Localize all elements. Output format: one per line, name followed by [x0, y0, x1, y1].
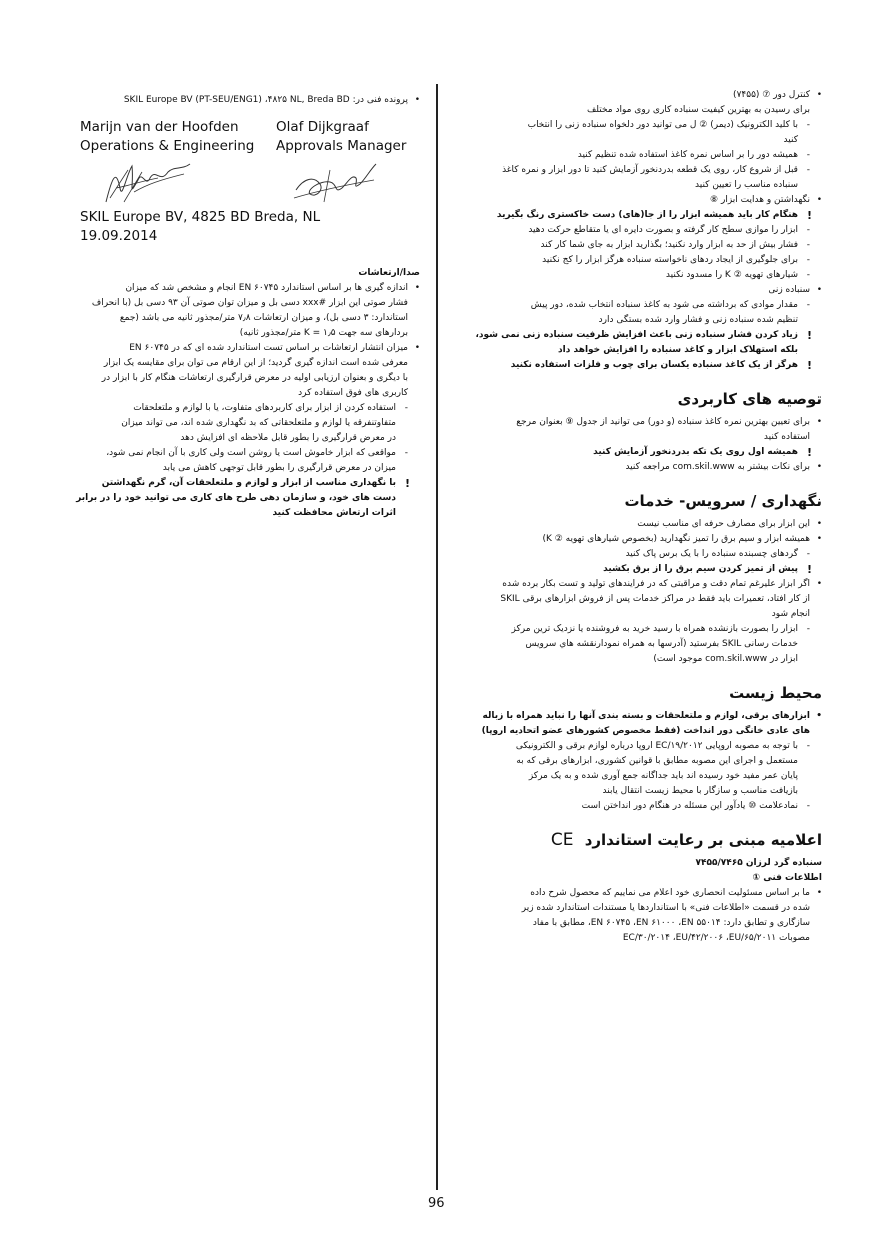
declaration-text: • ما بر اساس مسئولیت انحصاری خود اعلام می نماییم که محصول شرح داده [450, 886, 822, 901]
company-block [80, 208, 320, 246]
usage-item: • برای تعیین بهترین نمره کاغذ سنباده (و دور) می توانید از جدول ⑨ بعنوان مرجع [450, 415, 822, 430]
sanding-warning-cont: بلکه استهلاک ابزار و کاغذ سنباده را افزایش خواهد داد [558, 345, 798, 355]
declaration-text-cont: شده در قسمت «اطلاعات فنی» با استانداردها یا مستندات استاندارد شده زیر [521, 903, 810, 913]
environment-item-cont: های عادی خانگی دور انداخت (فقط مخصوص کشورهای عضو اتحادیه اروپا) [481, 726, 810, 736]
signer-1-title: Operations & Engineering [80, 138, 255, 154]
declaration-tech: اطلاعات فنی ① [752, 873, 822, 883]
maintenance-dash: - گردهای چسبنده سنباده را با یک برس پاک کنید [450, 547, 822, 562]
noise-item: • اندازه گیری ها بر اساس استاندارد EN ۶۰۷۴۵ انجام و مشخص شد که میزان [52, 281, 420, 296]
column-divider [436, 84, 438, 1190]
signature-2-icon [290, 160, 380, 206]
signature-1-icon [98, 158, 198, 208]
noise-section [52, 266, 420, 521]
holding-title: • نگهداشتن و هدایت ابزار ⑧ [450, 193, 822, 208]
tech-file-line [52, 93, 420, 108]
environment-dash-cont: مستعمل و اجرای این مصوبه مطابق با قوانین کشوری، ابزارهای برقی که به [516, 756, 798, 766]
speed-title: • کنترل دور ⑦ (۷۴۵۵) [450, 88, 822, 103]
noise-warning: ! با نگهداری مناسب از ابزار و لوازم و ملتعلحقات آن، گرم نگهداشتن [52, 476, 420, 491]
company-address: SKIL Europe BV, 4825 BD Breda, NL [80, 209, 321, 225]
noise-dash-cont: متفاوتنفرقه یا لوازم و ملتعلحقاتی که بد نگهداری شده اند، می تواند میزان [121, 418, 396, 428]
environment-dash: - با توجه به مصوبه اروپایی EC/۱۹/۲۰۱۲ اروپا درباره لوازم برقی و الکترونیکی [450, 739, 822, 754]
maintenance-dash-cont: ابزار در com.skil.www موجود است) [653, 654, 798, 664]
sanding-title: • سنباده زنی [450, 283, 822, 298]
noise-item-cont: فشار صوتی این ابزار #xxx دسی بل و میزان توان صوتی آن ۹۳ دسی بل (با انحراف [91, 298, 408, 308]
right-column [450, 88, 822, 946]
usage-warning: ! همیشه اول روی یک تکه بدردنخور آزمایش کنید [450, 445, 822, 460]
signer-1-name: Marijn van der Hoofden [80, 119, 239, 135]
maintenance-warning: ! پیش از تمیز کردن سیم برق را از برق بکشید [450, 562, 822, 577]
speed-intro: برای رسیدن به بهترین کیفیت سنباده کاری روی مواد مختلف [586, 105, 810, 115]
noise-dash-cont: میزان در معرض قرارگیری را بطور قابل توجهی کاهش می یابد [162, 463, 396, 473]
noise-item-cont: معرفی شده است اندازه گیری گردید؛ از این ارقام می توان برای مقایسه یک ابزار [103, 358, 408, 368]
page-number: 96 [428, 1196, 445, 1211]
speed-item: - همیشه دور را بر اساس نمره کاغذ استفاده شده تنظیم کنید [450, 148, 822, 163]
sanding-warning: ! زیاد کردن فشار سنباده زنی باعث افزایش ظرفیت سنباده زنی نمی شود، [450, 328, 822, 343]
declaration-text-cont: سازگاری و تطابق دارد: EN ۶۰۷۴۵ ،EN ۶۱۰۰۰ ،EN ۵۵۰۱۴، مطابق با مفاد [532, 918, 810, 928]
declaration-text-cont: مصوبات EC/۳۰/۲۰۱۴ ،EU/۴۲/۲۰۰۶ ،EU/۶۵/۲۰۱۱ [622, 933, 810, 943]
speed-item: - قبل از شروع کار، روی یک قطعه بدردنخور آزمایش کنید تا دور ابزار و نمره کاغذ [450, 163, 822, 178]
holding-item: - فشار بیش از حد به ابزار وارد نکنید؛ بگذارید ابزار به جای شما کار کند [450, 238, 822, 253]
ce-mark-icon: CE [550, 830, 574, 850]
signer-2 [276, 118, 406, 156]
speed-item-cont: سنباده مناسب را تعیین کنید [695, 180, 798, 190]
sanding-warning-2: ! هرگز از یک کاغذ سنباده یکسان برای چوب و فلزات استفاده نکنید [450, 358, 822, 373]
noise-item-cont: استاندارد: ۳ دسی بل)، و میزان ارتعاشات ۷٫۸ متر/مجذور ثانیه می باشد (جمع [119, 313, 408, 323]
usage-heading: توصیه های کاربردی [677, 390, 822, 408]
maintenance-item-cont: از کار افتاد، تعمیرات باید فقط در مراکز خدمات پس از فروش ابزارهای برقی SKIL [500, 594, 810, 604]
maintenance-heading: نگهداری / سرویس- خدمات [624, 492, 822, 510]
sanding-item: - مقدار موادی که برداشته می شود به کاغذ سنباده انتخاب شده، دور پیش [450, 298, 822, 313]
usage-item: • برای نکات بیشتر به com.skil.www مراجعه کنید [450, 460, 822, 475]
sanding-item-cont: تنظیم شده سنباده زنی و فشار وارد شده بستگی دارد [598, 315, 798, 325]
holding-item: - ابزار را موازی سطح کار گرفته و بصورت دایره ای یا متقاطع حرکت دهید [450, 223, 822, 238]
speed-item-cont: کنید [783, 135, 798, 145]
noise-heading: صدا/ارتعاشات [358, 268, 420, 278]
maintenance-item: • این ابزار برای مصارف حرفه ای مناسب نیست [450, 517, 822, 532]
environment-dash-cont: بازیافت مناسب و سازگار با محیط زیست انتقال یابند [602, 786, 798, 796]
signer-1 [80, 118, 254, 156]
environment-heading: محیط زیست [729, 684, 822, 702]
declaration-date: 19.09.2014 [80, 228, 158, 244]
environment-dash: - نمادعلامت ⑩ یادآور این مسئله در هنگام دور انداختن است [450, 799, 822, 814]
holding-item: - برای جلوگیری از ایجاد ردهای ناخواسته سنباده هرگز ابزار را کج نکنید [450, 253, 822, 268]
noise-item-cont: با دیگری و بعنوان ارزیابی اولیه در معرض قرارگیری ارتعاشات هنگام کار با ابزار در [101, 373, 408, 383]
usage-item-cont: استفاده کنید [763, 432, 810, 442]
environment-dash-cont: پایان عمر مفید خود رسیده اند باید جداگانه جمع آوری شده و به یک مرکز [528, 771, 798, 781]
maintenance-item: • همیشه ابزار و سیم برق را تمیز نگهدارید (بخصوص شیارهای تهویه ② K) [450, 532, 822, 547]
signer-2-title: Approvals Manager [276, 138, 407, 154]
noise-dash: - استفاده کردن از ابزار برای کاربردهای متفاوت، یا با لوازم و ملتعلحقات [52, 401, 420, 416]
declaration-heading-text: اعلامیه مبنی بر رعایت استاندارد [584, 831, 822, 849]
tech-file: • پرونده فنی در: SKIL Europe BV (PT-SEU/ENG1) ،۴۸۲۵ NL, Breda BD [52, 93, 420, 108]
noise-item-cont: کاربری های فوق استفاده کرد [298, 388, 408, 398]
declaration-product: سنباده گرد لرزان ۷۴۵۵/۷۴۶۵ [695, 858, 822, 868]
holding-item: - شیارهای تهویه ② K را مسدود نکنید [450, 268, 822, 283]
speed-item: - با کلید الکترونیک (دیمر) ② ل می توانید دور دلخواه سنباده زنی را انتخاب [450, 118, 822, 133]
noise-warning-cont: دست های خود، و سازمان دهی طرح های کاری می توانید خود را در برابر [76, 493, 396, 503]
noise-item: • میزان انتشار ارتعاشات بر اساس تست استاندارد شده ای که در EN ۶۰۷۴۵ [52, 341, 420, 356]
noise-warning-cont: اثرات ارتعاش محافظت کنید [272, 508, 396, 518]
holding-warning: ! هنگام کار باید همیشه ابزار را از جا(های) دست خاکستری رنگ بگیرید [450, 208, 822, 223]
environment-item: • ابزارهای برقی، لوازم و ملتعلحقات و بسته بندی آنها را نباید همراه با زباله [450, 709, 822, 724]
signer-2-name: Olaf Dijkgraaf [276, 119, 369, 135]
maintenance-item-cont: انجام شود [771, 609, 810, 619]
declaration-heading [450, 830, 822, 850]
maintenance-item: • اگر ابزار علیرغم تمام دقت و مراقبتی که در فرایندهای تولید و تست بکار برده شده [450, 577, 822, 592]
noise-item-cont: بردارهای سه جهت K = ۱٫۵ متر/مجذور ثانیه) [239, 328, 408, 338]
maintenance-dash-cont: خدمات رسانی SKIL بفرستید (آدرسها به همراه نمودارنقشه هاي سرويس [525, 639, 798, 649]
noise-dash-cont: در معرض قرارگیری را بطور قابل ملاحظه ای افزایش دهد [180, 433, 396, 443]
noise-dash: - مواقعی که ابزار خاموش است یا روشن است ولی کاری با آن انجام نمی شود، [52, 446, 420, 461]
maintenance-dash: - ابزار را بصورت بازنشده همراه با رسید خرید به فروشنده یا نزدیک ترین مرکز [450, 622, 822, 637]
